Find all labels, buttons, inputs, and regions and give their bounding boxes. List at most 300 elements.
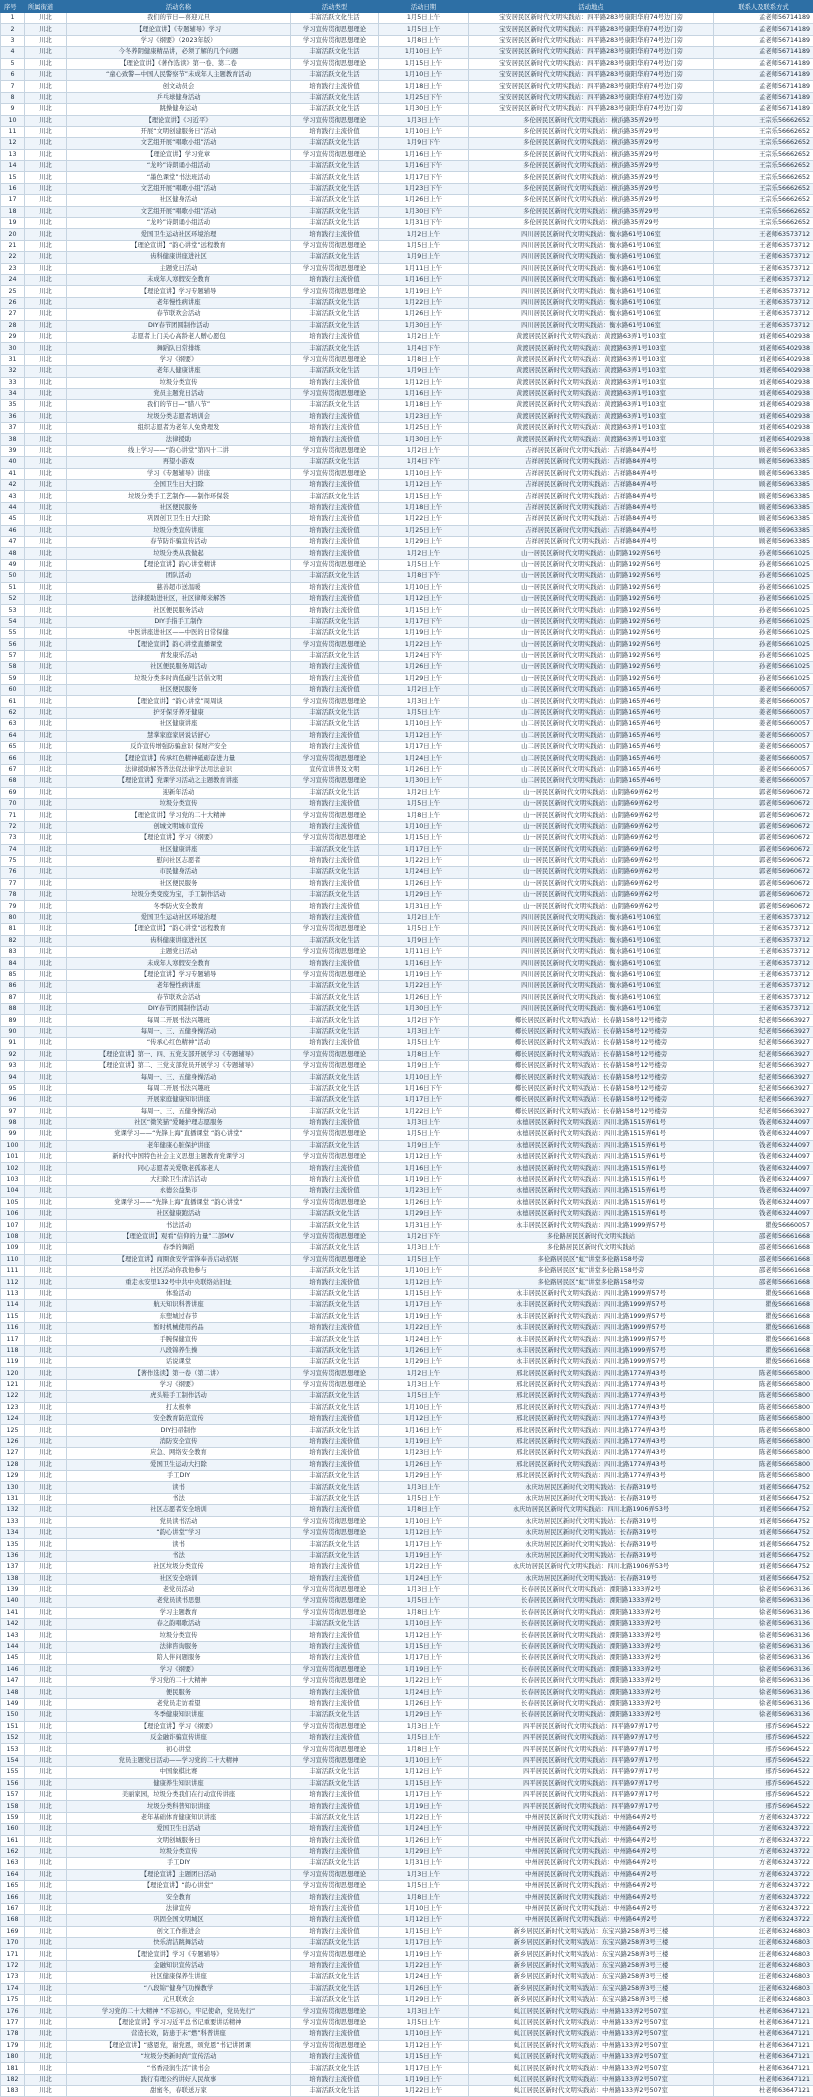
cell-activity-date: 1月26日上午: [379, 309, 469, 320]
cell-activity-name: 新时代中国特色社会主义思想主题教育党课学习: [67, 1152, 291, 1163]
cell-street: 川北: [25, 1140, 67, 1151]
cell-activity-date: 1月26日上午: [379, 1698, 469, 1709]
cell-activity-date: 1月16日上午: [379, 388, 469, 399]
cell-location: 黄渡居民区新时代文明实践站：黄渡路63弄1号103室: [469, 423, 714, 434]
cell-activity-type: 学习宣传贯彻思想理论: [291, 2017, 379, 2028]
cell-location: 虬江居民区新时代文明实践站：中州路133弄2号507室: [469, 2040, 714, 2051]
cell-activity-name: 护牙保牙养牙健康: [67, 707, 291, 718]
cell-index: 99: [1, 1129, 25, 1140]
cell-activity-name: 【理论宣讲】商圈食安学雷锋奉善启动招展: [67, 1254, 291, 1265]
table-row: [1, 423, 813, 434]
cell-activity-name: 青发康乐活动: [67, 650, 291, 661]
cell-contact: 方老师63243722: [714, 1881, 813, 1892]
cell-activity-name: 每周一、三、五健身操活动: [67, 1072, 291, 1083]
cell-activity-type: 培育践行主流价值: [291, 229, 379, 240]
cell-index: 89: [1, 1015, 25, 1026]
cell-index: 73: [1, 833, 25, 844]
cell-street: 川北: [25, 1767, 67, 1778]
cell-location: 永庆坊居民区新时代文明实践站：四川北路1906弄53号: [469, 1505, 714, 1516]
cell-street: 川北: [25, 1129, 67, 1140]
cell-contact: 姜老师56660057: [714, 742, 813, 753]
cell-activity-name: 社区健康保养生讲座: [67, 1972, 291, 1983]
cell-activity-date: 1月15日上午: [379, 58, 469, 69]
cell-activity-name: 爱国卫生运动社区环境治理: [67, 912, 291, 923]
cell-activity-date: 1月16日上午: [379, 274, 469, 285]
cell-activity-type: 培育践行主流价值: [291, 1186, 379, 1197]
cell-activity-date: 1月26日上午: [379, 992, 469, 1003]
cell-activity-type: 丰富活跃文化生活: [291, 343, 379, 354]
cell-index: 53: [1, 605, 25, 616]
cell-activity-date: 1月5日上午: [379, 240, 469, 251]
table-row: [1, 69, 813, 80]
cell-contact: 王老师63573712: [714, 992, 813, 1003]
cell-contact: 王老师63573712: [714, 958, 813, 969]
cell-activity-date: 1月22日上午: [379, 855, 469, 866]
cell-contact: 邵老师56661668: [714, 1254, 813, 1265]
cell-index: 83: [1, 947, 25, 958]
cell-street: 川北: [25, 1197, 67, 1208]
table-row: [1, 958, 813, 969]
cell-activity-name: 法律咨询服务: [67, 1641, 291, 1652]
cell-location: 椰长居民区新时代文明实践站：长春路158号12号楼旁: [469, 1049, 714, 1060]
cell-index: 39: [1, 445, 25, 456]
cell-contact: 陈老师56665800: [714, 1471, 813, 1482]
cell-activity-type: 培育践行主流价值: [291, 1732, 379, 1743]
cell-activity-date: 1月25日下午: [379, 92, 469, 103]
cell-contact: 郭老师56960672: [714, 844, 813, 855]
cell-street: 川北: [25, 480, 67, 491]
cell-street: 川北: [25, 878, 67, 889]
cell-activity-date: 1月16日上午: [379, 1163, 469, 1174]
cell-street: 川北: [25, 1357, 67, 1368]
col-header-street: 所属街道: [25, 1, 67, 13]
cell-activity-type: 学习宣传贯彻思想理论: [291, 969, 379, 980]
cell-index: 110: [1, 1254, 25, 1265]
cell-activity-date: 1月3日上午: [379, 2006, 469, 2017]
cell-location: 永丰居民区新时代文明实践站：四川北路1999弄57号: [469, 1311, 714, 1322]
cell-contact: 纪老师56663927: [714, 1072, 813, 1083]
cell-activity-type: 培育践行主流价值: [291, 548, 379, 559]
cell-activity-date: 1月26日上午: [379, 764, 469, 775]
cell-street: 川北: [25, 1049, 67, 1060]
table-row: [1, 673, 813, 684]
cell-activity-name: 暂时机械使用药品: [67, 1322, 291, 1333]
cell-contact: 顾老师56963385: [714, 457, 813, 468]
cell-activity-type: 丰富活跃文化生活: [291, 1858, 379, 1869]
cell-activity-type: 丰富活跃文化生活: [291, 1026, 379, 1037]
cell-contact: 汪老师63246803: [714, 1994, 813, 2005]
cell-index: 67: [1, 764, 25, 775]
cell-contact: 杜老师63647121: [714, 2051, 813, 2062]
cell-activity-name: 永德公益集市: [67, 1186, 291, 1197]
cell-index: 162: [1, 1846, 25, 1857]
cell-location: 多伦居民区新时代文明实践站：横浜路35弄29号: [469, 126, 714, 137]
cell-activity-type: 培育践行主流价值: [291, 1562, 379, 1573]
table-row: [1, 1049, 813, 1060]
table-row: [1, 240, 813, 251]
cell-contact: 顾老师56963385: [714, 445, 813, 456]
cell-index: 23: [1, 263, 25, 274]
cell-index: 107: [1, 1220, 25, 1231]
cell-activity-name: 文艺组开展“唱歌小组”活动: [67, 206, 291, 217]
cell-activity-type: 培育践行主流价值: [291, 685, 379, 696]
cell-contact: 王宗乐56662652: [714, 126, 813, 137]
table-row: [1, 1402, 813, 1413]
cell-location: 山二居民区新时代文明实践站：山阴路165弄46号: [469, 776, 714, 787]
cell-index: 160: [1, 1824, 25, 1835]
table-row: [1, 183, 813, 194]
cell-activity-date: 1月5日上午: [379, 559, 469, 570]
cell-contact: 瞿俊56660057: [714, 1220, 813, 1231]
cell-activity-name: 文艺组开展“唱歌小组”活动: [67, 138, 291, 149]
cell-contact: 孟老师56714189: [714, 81, 813, 92]
cell-activity-name: 东塑城过春节: [67, 1311, 291, 1322]
cell-street: 川北: [25, 1915, 67, 1926]
cell-contact: 郭老师56960672: [714, 821, 813, 832]
cell-activity-date: 1月5日上午: [379, 924, 469, 935]
cell-street: 川北: [25, 1220, 67, 1231]
cell-activity-date: 1月12日上午: [379, 593, 469, 604]
cell-index: 69: [1, 787, 25, 798]
cell-street: 川北: [25, 343, 67, 354]
cell-index: 166: [1, 1892, 25, 1903]
cell-activity-date: 1月8日下午: [379, 571, 469, 582]
cell-activity-date: 1月24日上午: [379, 1334, 469, 1345]
cell-activity-date: 1月30日上午: [379, 320, 469, 331]
cell-activity-type: 学习宣传贯彻思想理论: [291, 468, 379, 479]
cell-activity-type: 丰富活跃文化生活: [291, 2086, 379, 2097]
cell-activity-type: 培育践行主流价值: [291, 1789, 379, 1800]
cell-activity-name: “童心致警—中国人民警察节”未成年人主题教育活动: [67, 69, 291, 80]
cell-contact: 顾老师56963385: [714, 468, 813, 479]
table-row: [1, 149, 813, 160]
table-row: [1, 981, 813, 992]
cell-activity-name: 老年慢性病讲座: [67, 297, 291, 308]
cell-location: 宝安居民区新时代文明实践站：四平路283号康阳华府74号边门旁: [469, 81, 714, 92]
cell-contact: 孟老师56714189: [714, 69, 813, 80]
cell-activity-name: 跳操健身运动: [67, 104, 291, 115]
cell-activity-date: 1月2日上午: [379, 1368, 469, 1379]
cell-activity-date: 1月22日上午: [379, 1106, 469, 1117]
cell-contact: 顾老师56963385: [714, 525, 813, 536]
table-row: [1, 1641, 813, 1652]
cell-activity-date: 1月19日上午: [379, 1436, 469, 1447]
cell-activity-name: 未成年人寒假安全教育: [67, 958, 291, 969]
cell-street: 川北: [25, 844, 67, 855]
cell-contact: 郭老师56960672: [714, 833, 813, 844]
cell-location: 四川居民区新时代文明实践站：衡水路61号106室: [469, 969, 714, 980]
cell-location: 多伦居民区新时代文明实践站：横浜路35弄29号: [469, 206, 714, 217]
cell-street: 川北: [25, 1664, 67, 1675]
table-row: [1, 309, 813, 320]
cell-street: 川北: [25, 172, 67, 183]
table-row: [1, 2040, 813, 2051]
cell-street: 川北: [25, 1436, 67, 1447]
table-row: [1, 571, 813, 582]
cell-location: 山一居民区新时代文明实践站：山阴路192弄56号: [469, 605, 714, 616]
cell-contact: 郭老师56960672: [714, 787, 813, 798]
cell-contact: 孟老师56714189: [714, 104, 813, 115]
cell-contact: 顾老师56963385: [714, 514, 813, 525]
table-row: [1, 1983, 813, 1994]
cell-street: 川北: [25, 1653, 67, 1664]
cell-activity-name: 线上学习——“韵心讲堂”第四十二讲: [67, 445, 291, 456]
cell-activity-type: 丰富活跃文化生活: [291, 628, 379, 639]
cell-location: 椰长居民区新时代文明实践站：长春路158号12号楼旁: [469, 1015, 714, 1026]
cell-contact: 郭老师56960672: [714, 798, 813, 809]
cell-index: 155: [1, 1767, 25, 1778]
cell-street: 川北: [25, 1835, 67, 1846]
cell-location: 吉祥居民区新时代文明实践站：吉祥路84弄4号: [469, 445, 714, 456]
cell-activity-date: 1月5日上午: [379, 798, 469, 809]
cell-activity-type: 丰富活跃文化生活: [291, 1265, 379, 1276]
cell-contact: 杜老师63647121: [714, 2029, 813, 2040]
cell-contact: 邢乔56964522: [714, 1767, 813, 1778]
cell-location: 四平居民区新时代文明实践站：四平路97弄17号: [469, 1721, 714, 1732]
cell-contact: 钱老师63244097: [714, 1140, 813, 1151]
cell-activity-date: 1月22日上午: [379, 1676, 469, 1687]
cell-index: 55: [1, 628, 25, 639]
cell-index: 159: [1, 1812, 25, 1823]
cell-street: 川北: [25, 730, 67, 741]
cell-contact: 刘老师65402938: [714, 388, 813, 399]
cell-activity-date: 1月3日上午: [379, 1584, 469, 1595]
cell-index: 37: [1, 423, 25, 434]
table-row: [1, 354, 813, 365]
table-row: [1, 1414, 813, 1425]
cell-index: 164: [1, 1869, 25, 1880]
cell-activity-name: 党员主题党日活动: [67, 388, 291, 399]
cell-activity-name: 【理论宣讲】主题团日活动: [67, 1869, 291, 1880]
cell-activity-date: 1月12日上午: [379, 1152, 469, 1163]
cell-activity-type: 培育践行主流价值: [291, 274, 379, 285]
table-row: [1, 1789, 813, 1800]
cell-index: 113: [1, 1288, 25, 1299]
table-row: [1, 969, 813, 980]
cell-street: 川北: [25, 1072, 67, 1083]
cell-location: 中州居民区新时代文明实践站：中州路64弄2号: [469, 1915, 714, 1926]
cell-activity-name: 大扫除卫生清洁活动: [67, 1174, 291, 1185]
cell-street: 川北: [25, 218, 67, 229]
table-row: [1, 1152, 813, 1163]
cell-activity-type: 学习宣传贯彻思想理论: [291, 24, 379, 35]
cell-index: 134: [1, 1527, 25, 1538]
cell-activity-type: 培育践行主流价值: [291, 582, 379, 593]
col-header-activity-type: 活动类型: [291, 1, 379, 13]
cell-activity-name: 【理论宣讲】学习专题辅导: [67, 969, 291, 980]
cell-index: 141: [1, 1607, 25, 1618]
cell-contact: 方老师63243722: [714, 1869, 813, 1880]
cell-activity-date: 1月24日上午: [379, 1824, 469, 1835]
cell-street: 川北: [25, 2017, 67, 2028]
cell-index: 169: [1, 1926, 25, 1937]
cell-activity-date: 1月12日上午: [379, 730, 469, 741]
cell-location: 四川居民区新时代文明实践站：衡水路61号106室: [469, 297, 714, 308]
cell-activity-date: 1月3日上午: [379, 1026, 469, 1037]
cell-index: 72: [1, 821, 25, 832]
cell-activity-type: 培育践行主流价值: [291, 1903, 379, 1914]
table-row: [1, 685, 813, 696]
cell-street: 川北: [25, 890, 67, 901]
cell-street: 川北: [25, 1391, 67, 1402]
cell-street: 川北: [25, 662, 67, 673]
cell-street: 川北: [25, 1163, 67, 1174]
cell-activity-date: 1月4日下午: [379, 343, 469, 354]
cell-contact: 刘老师65402938: [714, 400, 813, 411]
cell-index: 24: [1, 274, 25, 285]
cell-index: 131: [1, 1493, 25, 1504]
cell-location: 多伦居民区新时代文明实践站：横浜路35弄29号: [469, 183, 714, 194]
cell-activity-name: 学习《纲要》: [67, 354, 291, 365]
cell-street: 川北: [25, 776, 67, 787]
cell-activity-date: 1月8日上午: [379, 1892, 469, 1903]
cell-contact: 郭老师56960672: [714, 810, 813, 821]
cell-activity-type: 培育践行主流价值: [291, 1960, 379, 1971]
cell-index: 45: [1, 514, 25, 525]
table-row: [1, 2006, 813, 2017]
cell-street: 川北: [25, 1277, 67, 1288]
cell-activity-type: 丰富活跃文化生活: [291, 320, 379, 331]
cell-index: 129: [1, 1471, 25, 1482]
cell-index: 165: [1, 1881, 25, 1892]
cell-activity-name: 社区垃圾分类宣传: [67, 1562, 291, 1573]
cell-contact: 纪老师56663927: [714, 1015, 813, 1026]
cell-location: 吉祥居民区新时代文明实践站：吉祥路84弄4号: [469, 536, 714, 547]
cell-activity-name: 春节联欢会活动: [67, 992, 291, 1003]
cell-activity-date: 1月10日上午: [379, 821, 469, 832]
cell-location: 宝安居民区新时代文明实践站：四平路283号康阳华府74号边门旁: [469, 104, 714, 115]
cell-activity-name: 乒乓球健身活动: [67, 92, 291, 103]
cell-location: 黄渡居民区新时代文明实践站：黄渡路63弄1号103室: [469, 434, 714, 445]
col-header-activity-date: 活动日期: [379, 1, 469, 13]
cell-street: 川北: [25, 742, 67, 753]
cell-street: 川北: [25, 388, 67, 399]
cell-contact: 方老师63243722: [714, 1915, 813, 1926]
table-row: [1, 1698, 813, 1709]
cell-location: 邢北居民区新时代文明实践站：四川北路1774弄43号: [469, 1425, 714, 1436]
cell-index: 146: [1, 1664, 25, 1675]
cell-activity-date: 1月12日上午: [379, 1414, 469, 1425]
cell-location: 山一居民区新时代文明实践站：山阴路69弄62号: [469, 821, 714, 832]
cell-street: 川北: [25, 548, 67, 559]
cell-contact: 陈老师56665800: [714, 1402, 813, 1413]
cell-street: 川北: [25, 229, 67, 240]
cell-activity-date: 1月26日上午: [379, 1983, 469, 1994]
cell-activity-date: 1月11日上午: [379, 263, 469, 274]
table-row: [1, 1425, 813, 1436]
cell-activity-type: 学习宣传贯彻思想理论: [291, 1607, 379, 1618]
cell-activity-name: 社区便民服务周活动: [67, 662, 291, 673]
cell-street: 川北: [25, 161, 67, 172]
cell-contact: 王宗乐56662652: [714, 149, 813, 160]
cell-activity-type: 培育践行主流价值: [291, 536, 379, 547]
cell-activity-name: 学习党的二十大精神: [67, 1676, 291, 1687]
table-row: [1, 1505, 813, 1516]
cell-activity-type: 培育践行主流价值: [291, 2074, 379, 2085]
cell-index: 49: [1, 559, 25, 570]
cell-index: 33: [1, 377, 25, 388]
cell-contact: 刘老师56664752: [714, 1539, 813, 1550]
cell-location: 四川居民区新时代文明实践站：衡水路61号106室: [469, 1003, 714, 1014]
cell-activity-date: 1月29日上午: [379, 1357, 469, 1368]
cell-contact: 杜老师63647121: [714, 2063, 813, 2074]
cell-street: 川北: [25, 525, 67, 536]
cell-street: 川北: [25, 867, 67, 878]
cell-activity-date: 1月18日上午: [379, 502, 469, 513]
cell-street: 川北: [25, 1026, 67, 1037]
table-row: [1, 320, 813, 331]
cell-location: 山一居民区新时代文明实践站：山阴路192弄56号: [469, 616, 714, 627]
cell-contact: 王宗乐56662652: [714, 206, 813, 217]
table-row: [1, 1938, 813, 1949]
cell-activity-name: 创文工作推进会: [67, 1926, 291, 1937]
cell-index: 28: [1, 320, 25, 331]
cell-contact: 陈老师56665800: [714, 1448, 813, 1459]
cell-location: 永德居民区新时代文明实践站：四川北路1515弄61号: [469, 1163, 714, 1174]
cell-index: 180: [1, 2051, 25, 2062]
cell-activity-name: 垃圾分类宣传: [67, 798, 291, 809]
cell-activity-date: 1月22日上午: [379, 981, 469, 992]
cell-location: 永丰居民区新时代文明实践站：四川北路1999弄57号: [469, 1220, 714, 1231]
cell-location: 山二居民区新时代文明实践站：山阴路165弄46号: [469, 753, 714, 764]
cell-activity-date: 1月2日上午: [379, 912, 469, 923]
cell-activity-name: 社区健康讲座: [67, 844, 291, 855]
table-row: [1, 867, 813, 878]
cell-activity-date: 1月8日上午: [379, 1505, 469, 1516]
cell-location: 四平居民区新时代文明实践站：四平路97弄17号: [469, 1778, 714, 1789]
cell-index: 3: [1, 35, 25, 46]
cell-activity-date: 1月16日下午: [379, 1083, 469, 1094]
cell-activity-name: 便民服务: [67, 1687, 291, 1698]
table-row: [1, 1277, 813, 1288]
cell-activity-type: 学习宣传贯彻思想理论: [291, 1152, 379, 1163]
cell-contact: 方老师63243722: [714, 1846, 813, 1857]
cell-activity-type: 丰富活跃文化生活: [291, 1311, 379, 1322]
cell-activity-type: 丰富活跃文化生活: [291, 707, 379, 718]
table-row: [1, 616, 813, 627]
cell-location: 吉祥居民区新时代文明实践站：吉祥路84弄4号: [469, 514, 714, 525]
cell-street: 川北: [25, 650, 67, 661]
cell-street: 川北: [25, 297, 67, 308]
cell-activity-name: 体验活动: [67, 1288, 291, 1299]
cell-contact: 顾老师56963385: [714, 536, 813, 547]
table-row: [1, 35, 813, 46]
cell-activity-name: 慈善超市送温暖: [67, 582, 291, 593]
cell-activity-name: 【理论宣讲】“韵心讲堂”远程教育: [67, 240, 291, 251]
cell-location: 多伦居民区新时代文明实践站：横浜路35弄29号: [469, 115, 714, 126]
cell-location: 新乡居民区新时代文明实践站：东宝兴路258弄3号三楼: [469, 1983, 714, 1994]
cell-index: 118: [1, 1345, 25, 1356]
table-row: [1, 1243, 813, 1254]
cell-activity-date: 1月24日下午: [379, 650, 469, 661]
table-row: [1, 1881, 813, 1892]
cell-street: 川北: [25, 798, 67, 809]
cell-location: 黄渡居民区新时代文明实践站：黄渡路63弄1号103室: [469, 331, 714, 342]
cell-street: 川北: [25, 616, 67, 627]
cell-activity-type: 培育践行主流价值: [291, 411, 379, 422]
cell-contact: 王宗乐56662652: [714, 218, 813, 229]
cell-contact: 瞿俊56661668: [714, 1300, 813, 1311]
cell-activity-name: 读书: [67, 1539, 291, 1550]
cell-activity-name: 【理论宣讲】“韵心讲堂”远程教育: [67, 924, 291, 935]
table-row: [1, 935, 813, 946]
cell-location: 永庆坊居民区新时代文明实践站：长春路319号: [469, 1527, 714, 1538]
cell-activity-name: “八段锦”健身气功操教学: [67, 1983, 291, 1994]
cell-activity-name: 齿科健康讲座进社区: [67, 935, 291, 946]
cell-street: 川北: [25, 901, 67, 912]
cell-location: 长春居民区新时代文明实践站：溧阳路1333弄2号: [469, 1687, 714, 1698]
cell-activity-date: 1月5日上午: [379, 13, 469, 24]
